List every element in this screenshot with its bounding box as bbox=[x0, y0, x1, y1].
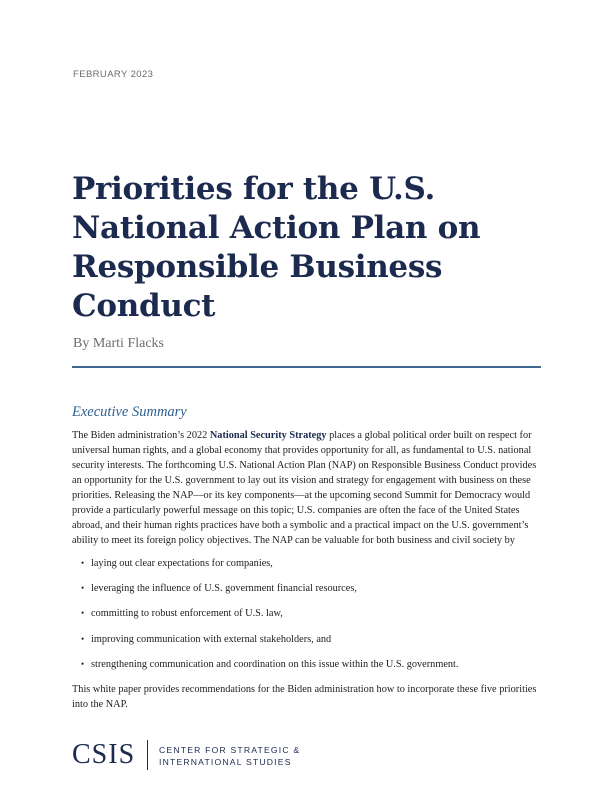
title-line: Priorities for the U.S. bbox=[72, 171, 435, 207]
executive-summary-body bbox=[72, 428, 548, 712]
title-line: National Action Plan on bbox=[72, 210, 481, 246]
executive-summary-heading: Executive Summary bbox=[72, 404, 187, 420]
list-item-text: leveraging the influence of U.S. government financial resources, bbox=[91, 583, 357, 595]
bullet-icon: • bbox=[81, 558, 85, 568]
publication-date: FEBRUARY 2023 bbox=[73, 69, 154, 80]
list-item bbox=[72, 657, 548, 672]
intro-text-end: places a global political order built on respect for universal human rights, and a global economy that provides opportunity for all, as fundamental to U.S. national security interests. The forthcoming U.S. National Action Plan (NAP) on Responsible Business Conduct provides an opportunity for the U.S. government to lay out its vision and strategy for engagement with business on these priorities. Releasing the NAP—or its key components—at the upcoming second Summit for Democracy would provide a particularly powerful message on this topic; U.S. companies are often the face of the United States abroad, and their human rights practices have both a symbolic and a practical impact on the U.S. government’s ability to meet its foreign policy objectives. The NAP can be valuable for both business and civil society by bbox=[72, 430, 537, 546]
closing-paragraph: This white paper provides recommendations for the Biden administration how to incorporate these five priorities into the NAP. bbox=[72, 683, 537, 710]
intro-paragraph bbox=[72, 428, 548, 548]
bullet-icon: • bbox=[81, 633, 85, 644]
list-item bbox=[72, 606, 548, 621]
priorities-list bbox=[72, 556, 548, 672]
bullet-icon: • bbox=[81, 608, 85, 619]
title-line: Conduct bbox=[72, 288, 216, 324]
page-title bbox=[72, 170, 532, 326]
title-line: Responsible Business bbox=[72, 249, 443, 285]
list-item bbox=[72, 556, 548, 571]
list-item-text: laying out clear expectations for companies, bbox=[91, 558, 273, 569]
intro-text-start: The Biden administration’s 2022 bbox=[72, 430, 210, 441]
title-divider bbox=[72, 366, 541, 368]
list-item-text: committing to robust enforcement of U.S. law, bbox=[91, 608, 283, 620]
csis-wordmark: CSIS bbox=[72, 739, 136, 770]
csis-footer-logo bbox=[72, 738, 332, 772]
bullet-icon: • bbox=[81, 658, 85, 669]
bullet-icon: • bbox=[81, 583, 85, 594]
list-item bbox=[72, 581, 548, 596]
national-security-strategy-link[interactable]: National Security Strategy bbox=[209, 430, 327, 441]
list-item bbox=[72, 632, 548, 647]
organization-name-line2: INTERNATIONAL STUDIES bbox=[159, 757, 292, 767]
list-item-text: strengthening communication and coordination on this issue within the U.S. government. bbox=[91, 658, 459, 670]
author-byline: By Marti Flacks bbox=[73, 336, 164, 351]
organization-name-line1: CENTER FOR STRATEGIC & bbox=[159, 745, 301, 755]
organization-name bbox=[159, 744, 300, 768]
logo-divider bbox=[147, 740, 148, 770]
list-item-text: improving communication with external stakeholders, and bbox=[91, 633, 332, 645]
